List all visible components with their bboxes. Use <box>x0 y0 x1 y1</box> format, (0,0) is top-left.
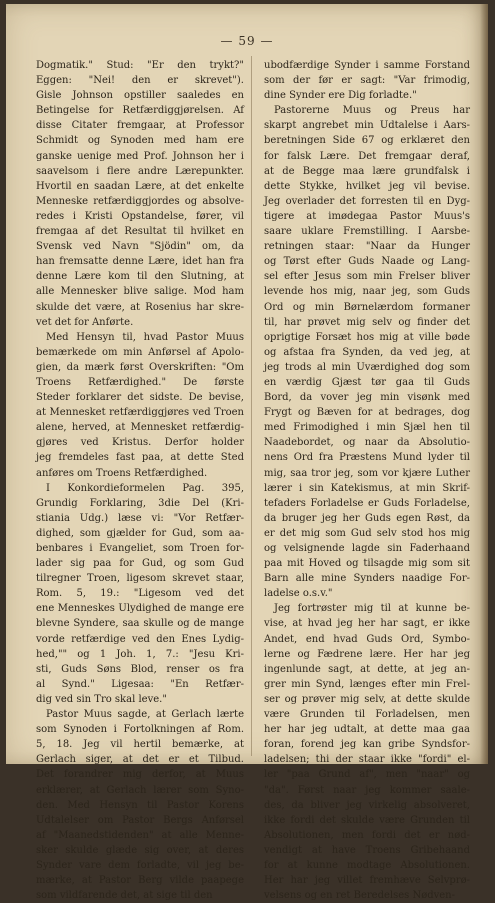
text-line: er det mig som Gud selv stod hos mig <box>264 527 470 539</box>
text-line: ingenlunde sagt, at dette, at jeg an- <box>264 663 470 675</box>
text-line: denne Lære kom til den Slutning, at <box>36 271 244 283</box>
text-line: som vildfarende det, at sige til den <box>36 890 213 902</box>
text-line: 5, 18. Jeg vil hertil bemærke, at <box>36 739 244 751</box>
text-line: være Grunden til Forladelsen, men <box>264 709 470 721</box>
text-line: ser og prøver mig selv, at dette skulde <box>264 693 470 705</box>
text-line: stiania Udg.) læse vi: "Vor Retfær- <box>36 512 244 524</box>
column-divider <box>251 56 252 756</box>
text-line: paa mit Hoved og tilsagde mig som sit <box>264 558 470 570</box>
text-line: at de Begge maa lære grundfalsk i <box>264 165 470 177</box>
text-line: og velsignende lagde sin Faderhaand <box>264 543 470 554</box>
page-number: — 59 — <box>220 34 274 48</box>
text-line: for falsk Lære. Det fremgaar deraf, <box>264 150 470 162</box>
text-line: tilregner Troen, ligesom skrevet staar, <box>36 573 244 585</box>
text-line: han fremsatte denne Lære, idet han fra <box>36 256 244 268</box>
text-line: sti, Guds Søns Blod, renser os fra <box>36 663 244 675</box>
text-line: Pastor Muus sagde, at Gerlach lærte <box>46 709 244 721</box>
text-line: velsens og en ret Beredelses Nødven- <box>264 890 456 902</box>
binding-shadow <box>480 4 488 764</box>
right-column <box>264 58 470 903</box>
text-line: oprigtige Forsæt hos mig at ville bøde <box>264 331 470 343</box>
text-line: Absolutionen, men fordi det er nød- <box>264 829 470 841</box>
text-line: erklærer, at Gerlach lærer som Syno- <box>36 784 244 796</box>
text-line: den. Med Hensyn til Pastor Korens <box>36 799 244 811</box>
text-line: I Konkordieformelen Pag. 395, <box>46 482 244 494</box>
text-line: des, da bliver jeg virkelig absolveret, <box>264 799 470 811</box>
text-line: vorde retfærdige ved den Enes Lydig- <box>36 633 244 645</box>
text-line: Synder vare dem forladte, vil jeg be- <box>36 859 244 871</box>
text-line: af "Maanedstidenden" at alle Menne- <box>36 829 244 841</box>
text-line: blevne Syndere, saa skulle og de mange <box>36 618 244 630</box>
text-line: Det forandrer mig derfor, at Muus <box>36 769 244 781</box>
text-line: Andet, end hvad Guds Ord, Symbo- <box>264 633 470 645</box>
text-line: da bruger jeg her Guds egen Røst, da <box>264 512 470 524</box>
text-line: og afstaa fra Synden, da ved jeg, at <box>264 346 470 358</box>
text-line: for at kunne modtage Absolutionen. <box>264 859 470 871</box>
text-line: Svensk ved Navn "Sjödin" om, da <box>36 241 244 253</box>
book-page <box>6 4 488 902</box>
text-line: alene, herved, at Mennesket retfærdig- <box>36 422 244 434</box>
text-line: dette Stykke, hvilket jeg vil bevise. <box>264 180 470 192</box>
text-line: Gisle Johnson opstiller saaledes en <box>36 90 244 102</box>
text-line: som Synoden i Fortolkningen af Rom. <box>36 724 244 736</box>
text-line: lærer i sin Katekismus, at min Skrif- <box>264 482 470 494</box>
text-line: hed,"" og 1 Joh. 1, 7.: "Jesu Kri- <box>36 648 244 660</box>
text-line: Med Hensyn til, hvad Pastor Muus <box>46 331 244 343</box>
text-line: Grundig Forklaring, 3die Del (Kri- <box>36 497 244 509</box>
text-line: Gerlach siger, at det er et Tilbud. <box>36 754 244 766</box>
text-line: som der før er sagt: "Var frimodig, <box>264 75 470 87</box>
text-line: Pastorerne Muus og Preus har <box>274 105 470 117</box>
text-line: Hvortil en saadan Lære, at det enkelte <box>36 180 244 192</box>
text-line: ganske uenige med Prof. Johnson her i <box>36 150 244 162</box>
text-line: Eggen: "Nei! den er skrevet"). <box>36 75 244 87</box>
text-line: skulde det være, at Rosenius har skre- <box>36 301 244 313</box>
text-line: Naadebordet, og naar da Absolutio- <box>264 437 470 449</box>
text-line: ladelsen; thi der staar ikke "fordi" el- <box>264 754 470 766</box>
text-line: Udtalelser om Pastor Bergs Anførsel <box>36 814 244 826</box>
text-line: Jeg overlader det forresten til en Dyg- <box>264 195 470 207</box>
text-line: alle Mennesker blive salige. Mod ham <box>36 286 244 298</box>
text-line: Dogmatik." Stud: "Er den trykt?" <box>36 60 244 71</box>
text-line: ladelse o.s.v." <box>264 588 333 600</box>
text-line: jeg trods al min Uværdighed dog som <box>264 361 470 373</box>
text-line: beretningen Side 67 og erklæret den <box>264 135 470 147</box>
text-line: til, har prøvet mig selv og finder det <box>264 316 470 328</box>
text-line: tefaders Forladelse er Guds Forladelse, <box>264 497 470 509</box>
text-line: ubodfærdige Synder i samme Forstand <box>264 60 470 71</box>
text-line: "da". Først naar jeg kommer saale- <box>264 784 470 796</box>
text-line: Betingelse for Retfærdiggjørelsen. Af <box>36 105 244 117</box>
text-line: fremgaa af det Resultat til hvilket en <box>36 226 244 238</box>
text-line: Menneske retfærdiggjordes og absolve- <box>36 195 244 207</box>
text-line: Rom. 5, 19.: "Ligesom ved det <box>36 588 244 600</box>
text-line: Steder forklarer det sidste. De bevise, <box>36 392 244 404</box>
left-column <box>36 58 244 903</box>
text-line: lerne og Fædrene lære. Her har jeg <box>264 648 470 660</box>
text-line: ler "paa Grund af", men "naar" og <box>264 769 470 781</box>
text-line: Troens Retfærdighed." De første <box>36 376 244 388</box>
text-line: saavelsom i flere andre Lærepunkter. <box>36 165 244 177</box>
text-line: Bord, da vover jeg min visønk med <box>264 392 470 404</box>
text-line: og Tørst efter Guds Naade og Lang- <box>264 256 470 268</box>
text-line: en værdig Gjæst tør gaa til Guds <box>264 376 470 388</box>
text-line: disse Citater fremgaar, at Professor <box>36 120 244 132</box>
text-line: grer min Synd, længes efter min Frel- <box>264 678 470 690</box>
text-line: bemærkede om min Anførsel af Apolo- <box>36 346 244 358</box>
text-line: mærke, at Pastor Berg vilde paapege <box>36 875 244 887</box>
text-line: Barn alle mine Synders naadige For- <box>264 573 470 585</box>
text-line: ikke fordi det skulde være Grunden til <box>264 814 470 826</box>
text-line: ene Menneskes Ulydighed de mange ere <box>36 603 244 615</box>
text-line: sker skulde glæde sig over, at deres <box>36 844 244 856</box>
text-line: gien, da mærk først Overskriften: "Om <box>36 361 244 373</box>
text-line: dighed, som gjælder for Gud, som aa- <box>36 527 244 539</box>
text-line: retningen staar: "Naar da Hunger <box>264 241 470 253</box>
text-line: redes i Kristi Opstandelse, fører, vil <box>36 210 244 222</box>
text-line: med Frimodighed i min Sjæl hen til <box>264 422 470 434</box>
text-line: vise, at hvad jeg her har sagt, er ikke <box>264 618 470 630</box>
text-line: mig, saa tror jeg, som vor kjære Luther <box>264 467 470 479</box>
text-line: vet det for Anførte. <box>36 316 134 328</box>
text-line: skarpt angrebet min Udtalelse i Aars- <box>264 120 470 132</box>
text-line: jeg fremdeles fast paa, at dette Sted <box>36 452 244 464</box>
text-line: sel efter Jesus som min Frelser bliver <box>264 271 470 283</box>
text-line: Jeg fortrøster mig til at kunne be- <box>274 603 470 615</box>
text-line: gjøres ved Kristus. Derfor holder <box>36 437 244 449</box>
text-line: tigere at imødegaa Pastor Muus's <box>264 210 470 222</box>
text-line: anføres om Troens Retfærdighed. <box>36 467 208 479</box>
text-line: benbares i Evangeliet, som Troen for- <box>36 543 244 554</box>
text-line: foran, forend jeg kan gribe Syndsfor- <box>264 739 470 751</box>
text-line: her har jeg udtalt, at dette maa gaa <box>264 724 470 736</box>
text-line: levende hos mig, naar jeg, som Guds <box>264 286 470 298</box>
text-line: Her har jeg villet fremhæve Selvprø- <box>264 875 470 887</box>
text-line: lader sig paa for Gud, og som Gud <box>36 558 244 570</box>
text-line: at Mennesket retfærdiggjøres ved Troen <box>36 407 244 419</box>
text-line: al Synd." Ligesaa: "En Retfær- <box>36 678 244 690</box>
text-line: Frygt og Bæven for at bedrages, dog <box>264 407 470 419</box>
text-line: nens Ord fra Præstens Mund lyder til <box>264 452 470 464</box>
text-line: dig ved sin Tro skal leve." <box>36 693 167 705</box>
text-line: saare uklare Fremstilling. I Aarsbe- <box>264 226 470 238</box>
text-line: dine Synder ere Dig forladte." <box>264 90 417 102</box>
text-line: Schmidt og Synoden med ham ere <box>36 135 244 147</box>
text-line: vendigt at have Troens Gribehaand <box>264 844 470 856</box>
text-line: Ord og min Børnelærdom formaner <box>264 301 470 313</box>
